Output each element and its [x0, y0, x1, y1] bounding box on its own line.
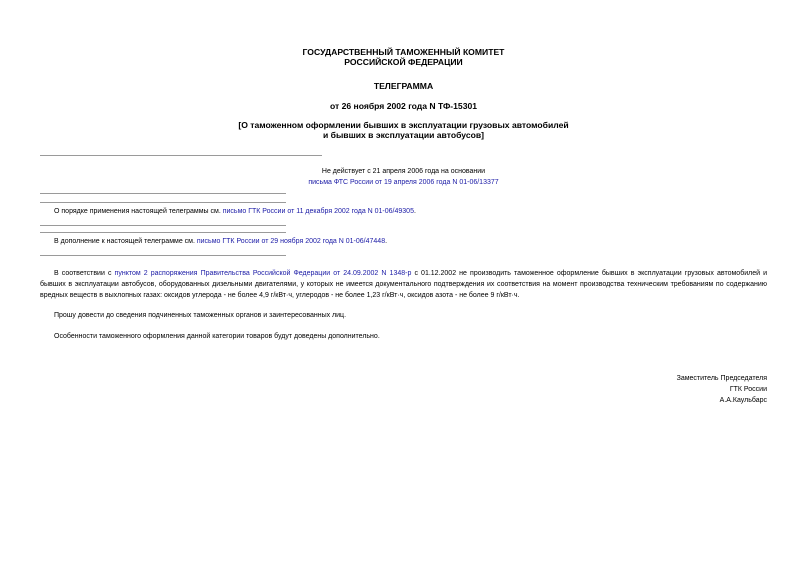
signature-org: ГТК России	[729, 386, 767, 393]
note-supplement-suffix: .	[385, 238, 388, 245]
note-supplement-text: В дополнение к настоящей телеграмме см.	[54, 238, 197, 245]
body-paragraph-2: Прошу довести до сведения подчиненных таможенных органов и заинтересованных лиц.	[54, 312, 347, 319]
doc-subject-line2: и бывших в эксплуатации автобусов]	[322, 130, 485, 140]
note-supplement-link[interactable]: письмо ГТК России от 29 ноября 2002 года N 01-06/47448	[196, 238, 386, 245]
doc-type: ТЕЛЕГРАММА	[373, 81, 434, 91]
body-paragraph-1-prefix: В соответствии с	[54, 270, 115, 277]
doc-date-number: от 26 ноября 2002 года N ТФ-15301	[329, 101, 478, 111]
divider	[40, 255, 286, 256]
divider	[40, 225, 286, 226]
note-apply-suffix: .	[413, 208, 416, 215]
signature-position: Заместитель Председателя	[676, 375, 767, 382]
signature-name: А.А.Каульбарс	[719, 397, 767, 404]
doc-subject-line1: [О таможенном оформлении бывших в эксплуатации грузовых автомобилей	[238, 120, 569, 130]
note-apply	[54, 207, 416, 216]
note-apply-link[interactable]: письмо ГТК России от 11 декабря 2002 года N 01-06/49305	[222, 208, 414, 215]
divider	[40, 232, 286, 233]
decree-link[interactable]: пунктом 2 распоряжения Правительства Российской Федерации от 24.09.2002 N 1348-р	[114, 270, 412, 277]
org-title-line2: РОССИЙСКОЙ ФЕДЕРАЦИИ	[344, 57, 463, 67]
body-paragraph-1	[40, 268, 767, 302]
org-title-line1: ГОСУДАРСТВЕННЫЙ ТАМОЖЕННЫЙ КОМИТЕТ	[302, 47, 505, 57]
body-paragraph-3: Особенности таможенного оформления данной категории товаров будут доведены дополнительно.	[54, 333, 380, 340]
divider	[40, 155, 322, 156]
status-note-link-wrap	[200, 178, 607, 187]
note-apply-text: О порядке применения настоящей телеграммы см.	[54, 208, 223, 215]
divider	[40, 202, 286, 203]
body-paragraph-1-text: с 01.12.2002 не производить таможенное оформление бывших в эксплуатации грузовых автомобилей и бывших в эксплуатации автобусов, оборудованных дизельными двигателями, у которых не имеется документального подтверждения их соответствия на момент производства техническим требованиям по содержанию вредных веществ в выхлопных газах: оксидов углерода - не более 4,9 г/кВт·ч, углеродов - не более 1,23 г/кВт·ч, оксидов азота - не более 9 г/кВт·ч.	[40, 270, 768, 300]
divider	[40, 193, 286, 194]
note-supplement	[54, 237, 387, 246]
status-note-text: Не действует с 21 апреля 2006 года на основании	[321, 168, 486, 175]
status-note-link[interactable]: письма ФТС России от 19 апреля 2006 года N 01-06/13377	[308, 179, 499, 186]
